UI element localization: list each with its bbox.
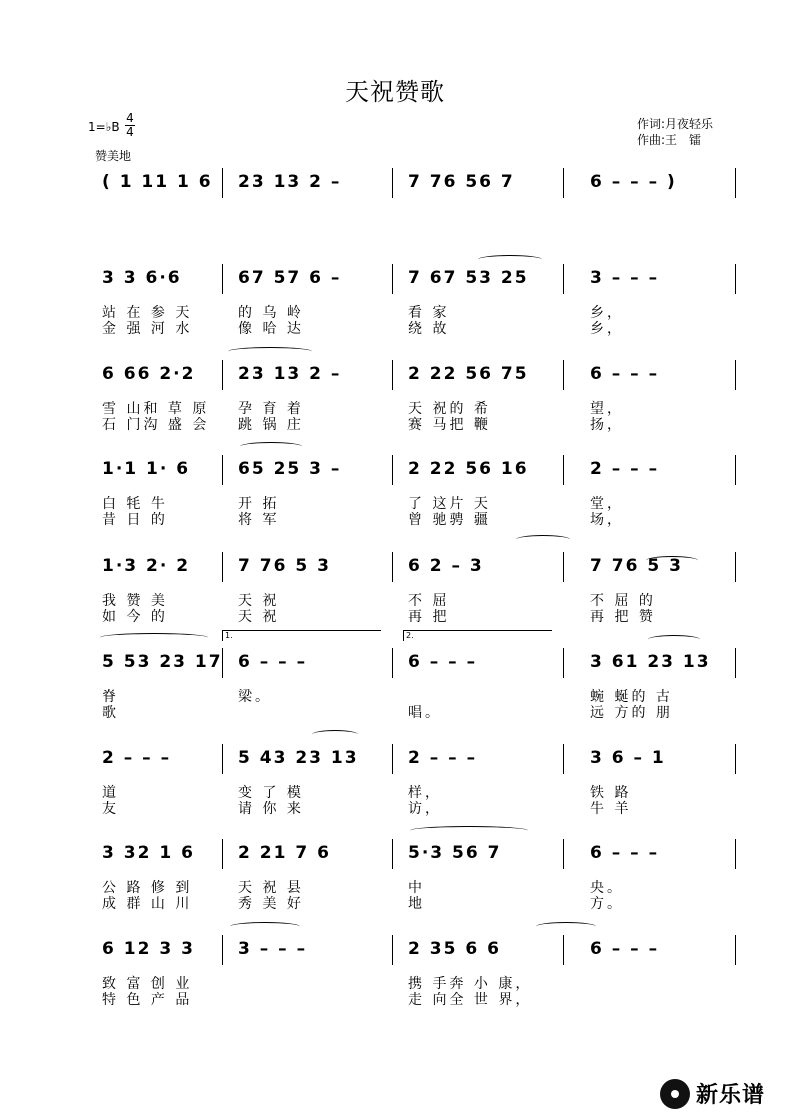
bar-line — [563, 648, 564, 678]
measure-notes: 6 – – – — [408, 652, 478, 672]
measure-notes: 6 – – – — [590, 364, 660, 384]
lyric-verse-1: 不 屈 的 — [590, 593, 656, 609]
lyric-verse-2: 特 色 产 品 — [102, 992, 193, 1008]
lyric-verse-2: 再 把 — [408, 609, 450, 625]
song-title: 天祝赞歌 — [345, 78, 445, 106]
measure-notes: 23 13 2 – — [238, 364, 342, 384]
staff-row — [0, 843, 790, 923]
staff-row — [0, 652, 790, 732]
measure-notes: 2 – – – — [590, 459, 660, 479]
staff-row — [0, 364, 790, 444]
bar-line — [392, 648, 393, 678]
bar-line — [563, 168, 564, 198]
bar-line — [392, 455, 393, 485]
lyric-verse-1: 天 祝 县 — [238, 880, 304, 896]
lyric-verse-1: 乡， — [590, 305, 624, 321]
measure-notes: 7 76 5 3 — [238, 556, 331, 576]
bar-line — [563, 935, 564, 965]
measure-notes: 7 76 56 7 — [408, 172, 515, 192]
staff-row — [0, 556, 790, 636]
lyric-verse-2: 昔 日 的 — [102, 512, 168, 528]
time-signature — [125, 112, 135, 139]
measure-notes: 7 67 53 25 — [408, 268, 529, 288]
bar-line — [392, 839, 393, 869]
volta-second: 2. — [403, 630, 552, 641]
measure-notes: 23 13 2 – — [238, 172, 342, 192]
slur-mark — [230, 922, 300, 931]
bar-line — [735, 839, 736, 869]
volta-first: 1. — [222, 630, 381, 641]
measure-notes: 2 21 7 6 — [238, 843, 331, 863]
lyricist: 作词:月夜轻乐 — [637, 117, 714, 131]
measure-notes: 2 35 6 6 — [408, 939, 501, 959]
slur-mark — [410, 826, 528, 835]
bar-line — [392, 552, 393, 582]
lyric-verse-1: 不 屈 — [408, 593, 450, 609]
bar-line — [392, 744, 393, 774]
lyric-verse-1: 梁。 — [238, 689, 272, 705]
lyric-verse-1: 样， — [408, 785, 442, 801]
lyric-verse-1: 蜿 蜒的 古 — [590, 689, 673, 705]
bar-line — [392, 360, 393, 390]
lyric-verse-2: 访， — [408, 801, 442, 817]
lyric-verse-2: 方。 — [590, 896, 624, 912]
measure-notes: 7 76 5 3 — [590, 556, 683, 576]
bar-line — [735, 360, 736, 390]
bar-line — [392, 264, 393, 294]
composer: 作曲:王 镭 — [637, 133, 702, 147]
lyric-verse-2: 请 你 来 — [238, 801, 304, 817]
measure-notes: 1·1 1· 6 — [102, 459, 191, 479]
lyric-verse-2: 将 军 — [238, 512, 280, 528]
bar-line — [735, 935, 736, 965]
measure-notes: 3 – – – — [238, 939, 308, 959]
lyric-verse-1: 孕 育 着 — [238, 401, 304, 417]
bar-line — [563, 839, 564, 869]
lyric-verse-1: 携 手奔 小 康， — [408, 976, 533, 992]
bar-line — [222, 935, 223, 965]
bar-line — [222, 360, 223, 390]
lyric-verse-2: 石 门沟 盛 会 — [102, 417, 210, 433]
measure-notes: 6 – – – — [238, 652, 308, 672]
lyric-verse-2: 友 — [102, 801, 119, 817]
measure-notes: 3 6 – 1 — [590, 748, 666, 768]
lyric-verse-2: 金 强 河 水 — [102, 321, 193, 337]
staff-row — [0, 172, 790, 252]
bar-line — [735, 648, 736, 678]
lyric-verse-2: 如 今 的 — [102, 609, 168, 625]
lyric-verse-1: 白 牦 牛 — [102, 496, 168, 512]
measure-notes: 6 – – – ) — [590, 172, 677, 192]
measure-notes: 6 66 2·2 — [102, 364, 196, 384]
measure-notes: 2 22 56 75 — [408, 364, 529, 384]
slur-mark — [228, 347, 312, 356]
tempo-marking: 赞美地 — [95, 149, 132, 163]
lyric-verse-1: 雪 山和 草 原 — [102, 401, 210, 417]
site-logo — [660, 1078, 765, 1109]
slur-mark — [648, 635, 700, 644]
bar-line — [392, 168, 393, 198]
lyric-verse-2: 场， — [590, 512, 624, 528]
measure-notes: 6 12 3 3 — [102, 939, 195, 959]
lyric-verse-1: 开 拓 — [238, 496, 280, 512]
lyric-verse-2: 赛 马把 鞭 — [408, 417, 491, 433]
bar-line — [735, 168, 736, 198]
bar-line — [222, 264, 223, 294]
measure-notes: 67 57 6 – — [238, 268, 342, 288]
slur-mark — [536, 922, 596, 931]
bar-line — [563, 264, 564, 294]
lyric-verse-1: 堂， — [590, 496, 624, 512]
measure-notes: 1·3 2· 2 — [102, 556, 191, 576]
lyric-verse-1: 看 家 — [408, 305, 450, 321]
measure-notes: 3 32 1 6 — [102, 843, 195, 863]
measure-notes: 3 3 6·6 — [102, 268, 182, 288]
lyric-verse-2: 远 方的 朋 — [590, 705, 673, 721]
bar-line — [222, 455, 223, 485]
bar-line — [563, 744, 564, 774]
measure-notes: 6 – – – — [590, 843, 660, 863]
lyric-verse-1: 望， — [590, 401, 624, 417]
measure-notes: 5 53 23 17 — [102, 652, 223, 672]
lyric-verse-2: 曾 驰骋 疆 — [408, 512, 491, 528]
lyric-verse-1: 了 这片 天 — [408, 496, 491, 512]
staff-row — [0, 748, 790, 828]
lyric-verse-2: 牛 羊 — [590, 801, 632, 817]
lyric-verse-1: 天 祝 — [238, 593, 280, 609]
bar-line — [222, 552, 223, 582]
time-numerator: 4 — [126, 111, 134, 125]
measure-notes: 2 – – – — [408, 748, 478, 768]
bar-line — [563, 360, 564, 390]
staff-row — [0, 459, 790, 539]
bar-line — [735, 744, 736, 774]
lyric-verse-1: 铁 路 — [590, 785, 632, 801]
lyric-verse-2: 走 向全 世 界， — [408, 992, 533, 1008]
bar-line — [735, 455, 736, 485]
measure-notes: 2 22 56 16 — [408, 459, 529, 479]
lyric-verse-1: 天 祝的 希 — [408, 401, 491, 417]
bar-line — [563, 455, 564, 485]
staff-row — [0, 268, 790, 348]
measure-notes: 5 43 23 13 — [238, 748, 359, 768]
measure-notes: 6 – – – — [590, 939, 660, 959]
lyric-verse-1: 我 赞 美 — [102, 593, 168, 609]
slur-mark — [646, 556, 698, 565]
disc-icon — [660, 1079, 690, 1109]
lyric-verse-1: 站 在 参 天 — [102, 305, 193, 321]
lyric-verse-1: 的 乌 岭 — [238, 305, 304, 321]
bar-line — [735, 552, 736, 582]
bar-line — [735, 264, 736, 294]
lyric-verse-1: 脊 — [102, 689, 119, 705]
credits — [637, 116, 713, 148]
lyric-verse-2: 乡， — [590, 321, 624, 337]
lyric-verse-2: 再 把 赞 — [590, 609, 656, 625]
time-denominator: 4 — [126, 125, 134, 139]
bar-line — [392, 935, 393, 965]
bar-line — [563, 552, 564, 582]
lyric-verse-2: 像 哈 达 — [238, 321, 304, 337]
lyric-verse-1: 央。 — [590, 880, 624, 896]
slur-mark — [478, 255, 542, 264]
measure-notes: 5·3 56 7 — [408, 843, 502, 863]
lyric-verse-2: 绕 故 — [408, 321, 450, 337]
slur-mark — [240, 442, 302, 451]
lyric-verse-2: 天 祝 — [238, 609, 280, 625]
slur-mark — [312, 730, 358, 739]
lyric-verse-2: 跳 锅 庄 — [238, 417, 304, 433]
staff-row — [0, 939, 790, 1019]
lyric-verse-1: 致 富 创 业 — [102, 976, 193, 992]
lyric-verse-1: 公 路 修 到 — [102, 880, 193, 896]
key-signature: 1=♭B — [88, 120, 120, 134]
measure-notes: 2 – – – — [102, 748, 172, 768]
bar-line — [222, 839, 223, 869]
measure-notes: 65 25 3 – — [238, 459, 342, 479]
bar-line — [222, 744, 223, 774]
lyric-verse-1: 中 — [408, 880, 425, 896]
lyric-verse-1: 道 — [102, 785, 119, 801]
measure-notes: 6 2 – 3 — [408, 556, 484, 576]
slur-mark — [100, 633, 208, 642]
measure-notes: 3 61 23 13 — [590, 652, 711, 672]
lyric-verse-1: 变 了 模 — [238, 785, 304, 801]
slur-mark — [516, 535, 570, 544]
lyric-verse-2: 成 群 山 川 — [102, 896, 193, 912]
lyric-verse-2: 歌 — [102, 705, 119, 721]
logo-text: 新乐谱 — [696, 1083, 766, 1108]
lyric-verse-2: 地 — [408, 896, 425, 912]
lyric-verse-2: 秀 美 好 — [238, 896, 304, 912]
lyric-verse-2: 唱。 — [408, 705, 442, 721]
bar-line — [222, 168, 223, 198]
lyric-verse-2: 扬， — [590, 417, 624, 433]
measure-notes: 3 – – – — [590, 268, 660, 288]
measure-notes: ( 1 11 1 6 — [102, 172, 213, 192]
